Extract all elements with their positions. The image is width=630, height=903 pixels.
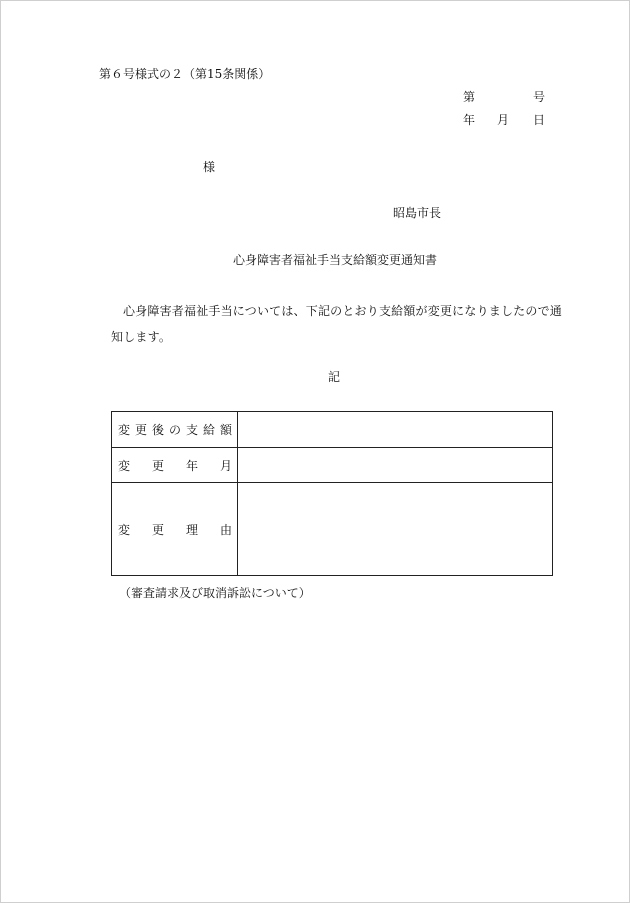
ki-heading: 記 [328, 370, 341, 384]
form-number: 第６号様式の２（第15条関係） [99, 67, 271, 81]
change-date-value [238, 448, 552, 482]
notice-body-text: 心身障害者福祉手当については、下記のとおり支給額が変更になりましたので通知します。 [111, 304, 562, 344]
table-row [112, 448, 552, 483]
date-month-label: 月 [497, 113, 510, 127]
change-reason-value [238, 483, 552, 575]
addressee-suffix: 様 [203, 160, 216, 174]
table-label-cell [112, 483, 238, 575]
table-row [112, 483, 552, 575]
new-payment-amount-value [238, 412, 552, 447]
change-date-label: 変更年月 [118, 458, 232, 473]
table-label-cell [112, 412, 238, 447]
table-row [112, 412, 552, 448]
document-number-prefix: 第 [463, 90, 476, 104]
new-payment-amount-label: 変更後の支給額 [118, 423, 232, 437]
details-table [111, 411, 553, 576]
document-number-suffix: 号 [533, 90, 546, 104]
table-label-cell [112, 448, 238, 482]
date-year-label: 年 [463, 113, 476, 127]
issuer-name: 昭島市長 [393, 206, 442, 220]
document-title: 心身障害者福祉手当支給額変更通知書 [233, 253, 438, 267]
appeal-note: （審査請求及び取消訴訟について） [119, 586, 311, 600]
change-reason-label: 変更理由 [118, 522, 232, 537]
date-day-label: 日 [533, 113, 546, 127]
